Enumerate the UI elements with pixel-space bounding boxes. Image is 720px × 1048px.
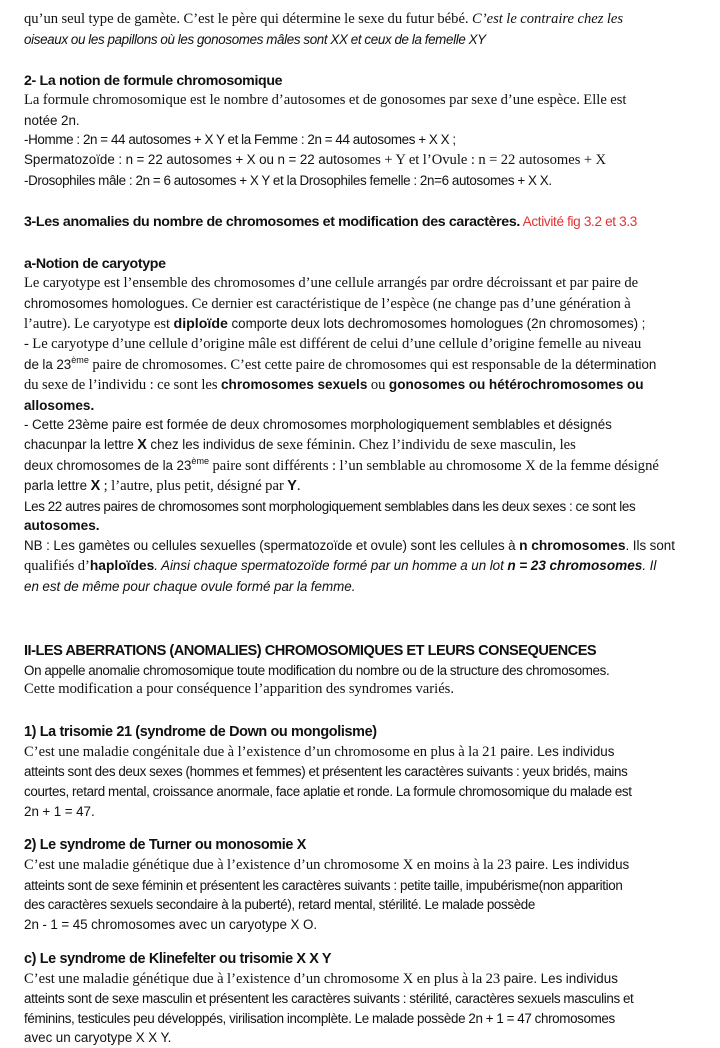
caryotype-line-2 xyxy=(24,294,696,315)
turner-l1-serif-run: C’est une maladie génétique due à l’existence d’un chromosome X en moins à la 23 xyxy=(24,857,516,874)
klinefelter-line-1 xyxy=(24,969,696,990)
spacer xyxy=(24,232,696,254)
spermatozoide-serif-run: somes + Y et l’Ovule : n = 22 autosomes + X xyxy=(344,151,607,168)
n-chromosomes-bold: n chromosomes xyxy=(519,537,626,553)
heading-section-3-text: 3-Les anomalies du nombre de chromosomes et modification des caractères. xyxy=(24,214,520,231)
trisomie-21-line-4: 2n + 1 = 47. xyxy=(24,803,95,819)
caryotype-l6-ou-run: ou xyxy=(367,377,389,394)
turner-line-1 xyxy=(24,855,696,876)
caryotype-l5-sans-run: de la 23 xyxy=(24,356,72,372)
klinefelter-line-3: féminins, testicules peu développés, virilisation incomplète. Le malade possède 2n + 1 = 47 chromosomes xyxy=(24,1010,615,1026)
caryotype-line-6 xyxy=(24,375,696,396)
heading-section-3 xyxy=(24,212,696,232)
gonosomes-heterochromosomes-bold: gonosomes ou hétérochromosomes ou xyxy=(388,377,644,393)
caryotype-line-1: Le caryotype est l’ensemble des chromosomes d’une cellule arrangés par ordre décroissant et par paire de xyxy=(24,275,639,292)
caryotype-l11-serif-run: ; l’autre, plus petit, désigné par xyxy=(100,478,288,495)
n-equals-23-chromosomes-bold-italic: n = 23 chromosomes xyxy=(507,558,643,574)
intro-line1-serif: qu’un seul type de gamète. C’est le père qui détermine le sexe du futur bébé. xyxy=(24,11,473,27)
chromosomes-sexuels-bold: chromosomes sexuels xyxy=(221,377,368,393)
caryotype-l3-sans-run: comporte deux lots dechromosomes homologues (2n chromosomes) ; xyxy=(227,316,646,332)
intro-paragraph xyxy=(24,10,696,30)
section-2-homme-line: -Homme : 2n = 44 autosomes + X Y et la Femme : 2n = 44 autosomes + X X ; xyxy=(24,132,456,148)
turner-line-2: atteints sont de sexe féminin et présentent les caractères suivants : petite taille, impubérisme(non apparition xyxy=(24,877,623,893)
nb-ainsi-italic-run: . Ainsi chaque spermatozoïde formé par un homme a un lot xyxy=(154,558,508,574)
trisomie-21-line-2: atteints sont des deux sexes (hommes et femmes) et présentent les caractères suivants : yeux bridés, mains xyxy=(24,764,628,780)
spacer xyxy=(24,627,696,641)
ordinal-superscript-eme: ème xyxy=(191,455,210,466)
section-2-intro-line: La formule chromosomique est le nombre d’autosomes et de gonosomes par sexe d’une espèce. Elle est xyxy=(24,92,627,109)
letter-x-bold: X xyxy=(137,436,147,453)
caryotype-l9-sans-run: chez les individus de xyxy=(146,436,277,452)
caryotype-determination-run: détermination xyxy=(575,356,657,372)
klinefelter-line-2: atteints sont de sexe masculin et présentent les caractères suivants : stérilité, caractères sexuels masculins et xyxy=(24,991,634,1007)
heading-trisomie-21: 1) La trisomie 21 (syndrome de Down ou mongolisme) xyxy=(24,723,377,740)
trisomie-21-l1-sans-run: paire. Les individus xyxy=(500,743,615,759)
spermatozoide-sans-run: Spermatozoïde : n = 22 autosomes + X ou n = 22 auto xyxy=(24,151,345,167)
intro-line1-italic: C’est le contraire chez les xyxy=(472,11,624,27)
spacer xyxy=(24,190,696,212)
section-2-notee-line: notée 2n. xyxy=(24,112,80,128)
caryotype-l2-sans-run: chromosomes homologues xyxy=(24,295,185,311)
caryotype-line-11 xyxy=(24,476,696,497)
caryotype-autosomes-line: autosomes. xyxy=(24,518,100,534)
nb-intro-run: NB : Les gamètes ou cellules sexuelles (spermatozoïde et ovule) sont les cellules à xyxy=(24,537,520,553)
heading-section-ii: II-LES ABERRATIONS (ANOMALIES) CHROMOSOMIQUES ET LEURS CONSEQUENCES xyxy=(24,642,597,659)
caryotype-l2-serif-run: . Ce dernier est caractéristique de l’espèce (ne change pas d’une génération à xyxy=(184,295,631,312)
caryotype-allosomes-line: allosomes. xyxy=(24,397,95,413)
caryotype-line-5 xyxy=(24,355,696,376)
caryotype-parla-lettre-run: parla lettre xyxy=(24,478,91,494)
klinefelter-l1-serif-run: C’est une maladie génétique due à l’existence d’un chromosome X en plus à la 23 xyxy=(24,970,504,987)
section-2-drosophile-line: -Drosophiles mâle : 2n = 6 autosomes + X Y et la Drosophiles femelle : 2n=6 autosomes + X X. xyxy=(24,172,552,188)
caryotype-l11-period: . xyxy=(296,478,301,495)
caryotype-l10-sans-run: deux chromosomes de la 23 xyxy=(24,457,192,473)
spacer xyxy=(24,597,696,627)
caryotype-diploide-bold: diploïde xyxy=(173,316,228,333)
spacer xyxy=(24,700,696,722)
heading-section-2: 2- La notion de formule chromosomique xyxy=(24,73,283,90)
heading-klinefelter: c) Le syndrome de Klinefelter ou trisomie X X Y xyxy=(24,950,332,967)
caryotype-line-3 xyxy=(24,314,696,335)
trisomie-21-line-1 xyxy=(24,742,696,763)
caryotype-line-9 xyxy=(24,435,696,456)
heading-notion-caryotype: a-Notion de caryotype xyxy=(24,256,166,273)
trisomie-21-l1-serif-run: C’est une maladie congénitale due à l’existence d’un chromosome en plus à la 21 xyxy=(24,743,501,760)
haploides-bold: haploïdes xyxy=(89,558,155,574)
caryotype-l3-serif-run: l’autre). Le caryotype est xyxy=(24,316,174,333)
section-2-spermatozoide-line xyxy=(24,150,696,171)
caryotype-l9-serif-run: sexe féminin. Chez l’individu de sexe masculin, les xyxy=(276,436,576,453)
ordinal-superscript-eme: ème xyxy=(71,354,89,365)
section-ii-line-1: On appelle anomalie chromosomique toute modification du nombre ou de la structure des chromosomes. xyxy=(24,662,610,678)
caryotype-chacunpar-run: chacunpar la lettre xyxy=(24,436,138,452)
caryotype-l10-serif-run: paire sont différents : l’un semblable au chromosome X de la femme désigné xyxy=(209,457,659,474)
spacer xyxy=(24,821,696,835)
spacer xyxy=(24,935,696,949)
caryotype-l6-serif-run: du sexe de l’individu : ce sont les xyxy=(24,377,221,394)
turner-l1-sans-run: paire. Les individus xyxy=(515,857,630,873)
caryotype-line-12: Les 22 autres paires de chromosomes sont morphologiquement semblables dans les deux sexes : ce sont les xyxy=(24,498,636,514)
klinefelter-line-4: avec un caryotype X X Y. xyxy=(24,1030,172,1046)
caryotype-line-8: - Cette 23ème paire est formée de deux chromosomes morphologiquement semblables et désignés xyxy=(24,417,612,433)
turner-line-3: des caractères sexuels secondaire à la puberté), retard mental, stérilité. Le malade possède xyxy=(24,897,535,913)
letter-y-bold: Y xyxy=(287,478,297,495)
caryotype-l5-serif-run: paire de chromosomes. C’est cette paire de chromosomes qui est responsable de la xyxy=(88,356,576,373)
caryotype-line-10 xyxy=(24,456,696,477)
intro-line2: oiseaux ou les papillons où les gonosomes mâles sont XX et ceux de la femelle XY xyxy=(24,31,486,47)
nb-line-3: en est de même pour chaque ovule formé par la femme. xyxy=(24,579,356,595)
klinefelter-l1-sans-run: paire. Les individus xyxy=(503,970,618,986)
heading-turner: 2) Le syndrome de Turner ou monosomie X xyxy=(24,837,306,854)
trisomie-21-line-3: courtes, retard mental, croissance anormale, face aplatie et ronde. La formule chromosomique du malade est xyxy=(24,784,632,800)
document-body-column xyxy=(24,10,696,1048)
activity-reference: Activité fig 3.2 et 3.3 xyxy=(519,214,638,230)
nb-tail-run: . Ils sont xyxy=(625,537,675,553)
nb-line-2 xyxy=(24,556,696,577)
letter-x-bold: X xyxy=(90,478,101,495)
nb-qualifies-run: qualifiés d’ xyxy=(24,558,90,575)
spacer xyxy=(24,49,696,71)
section-ii-line-2: Cette modification a pour conséquence l’apparition des syndromes variés. xyxy=(24,681,454,698)
turner-line-4: 2n - 1 = 45 chromosomes avec un caryotype X O. xyxy=(24,917,318,932)
caryotype-line-4: - Le caryotype d’une cellule d’origine mâle est différent de celui d’une cellule d’origine femelle au niveau xyxy=(24,335,642,352)
nb-line-1 xyxy=(24,536,696,557)
nb-il-italic-run: . Il xyxy=(642,558,657,574)
